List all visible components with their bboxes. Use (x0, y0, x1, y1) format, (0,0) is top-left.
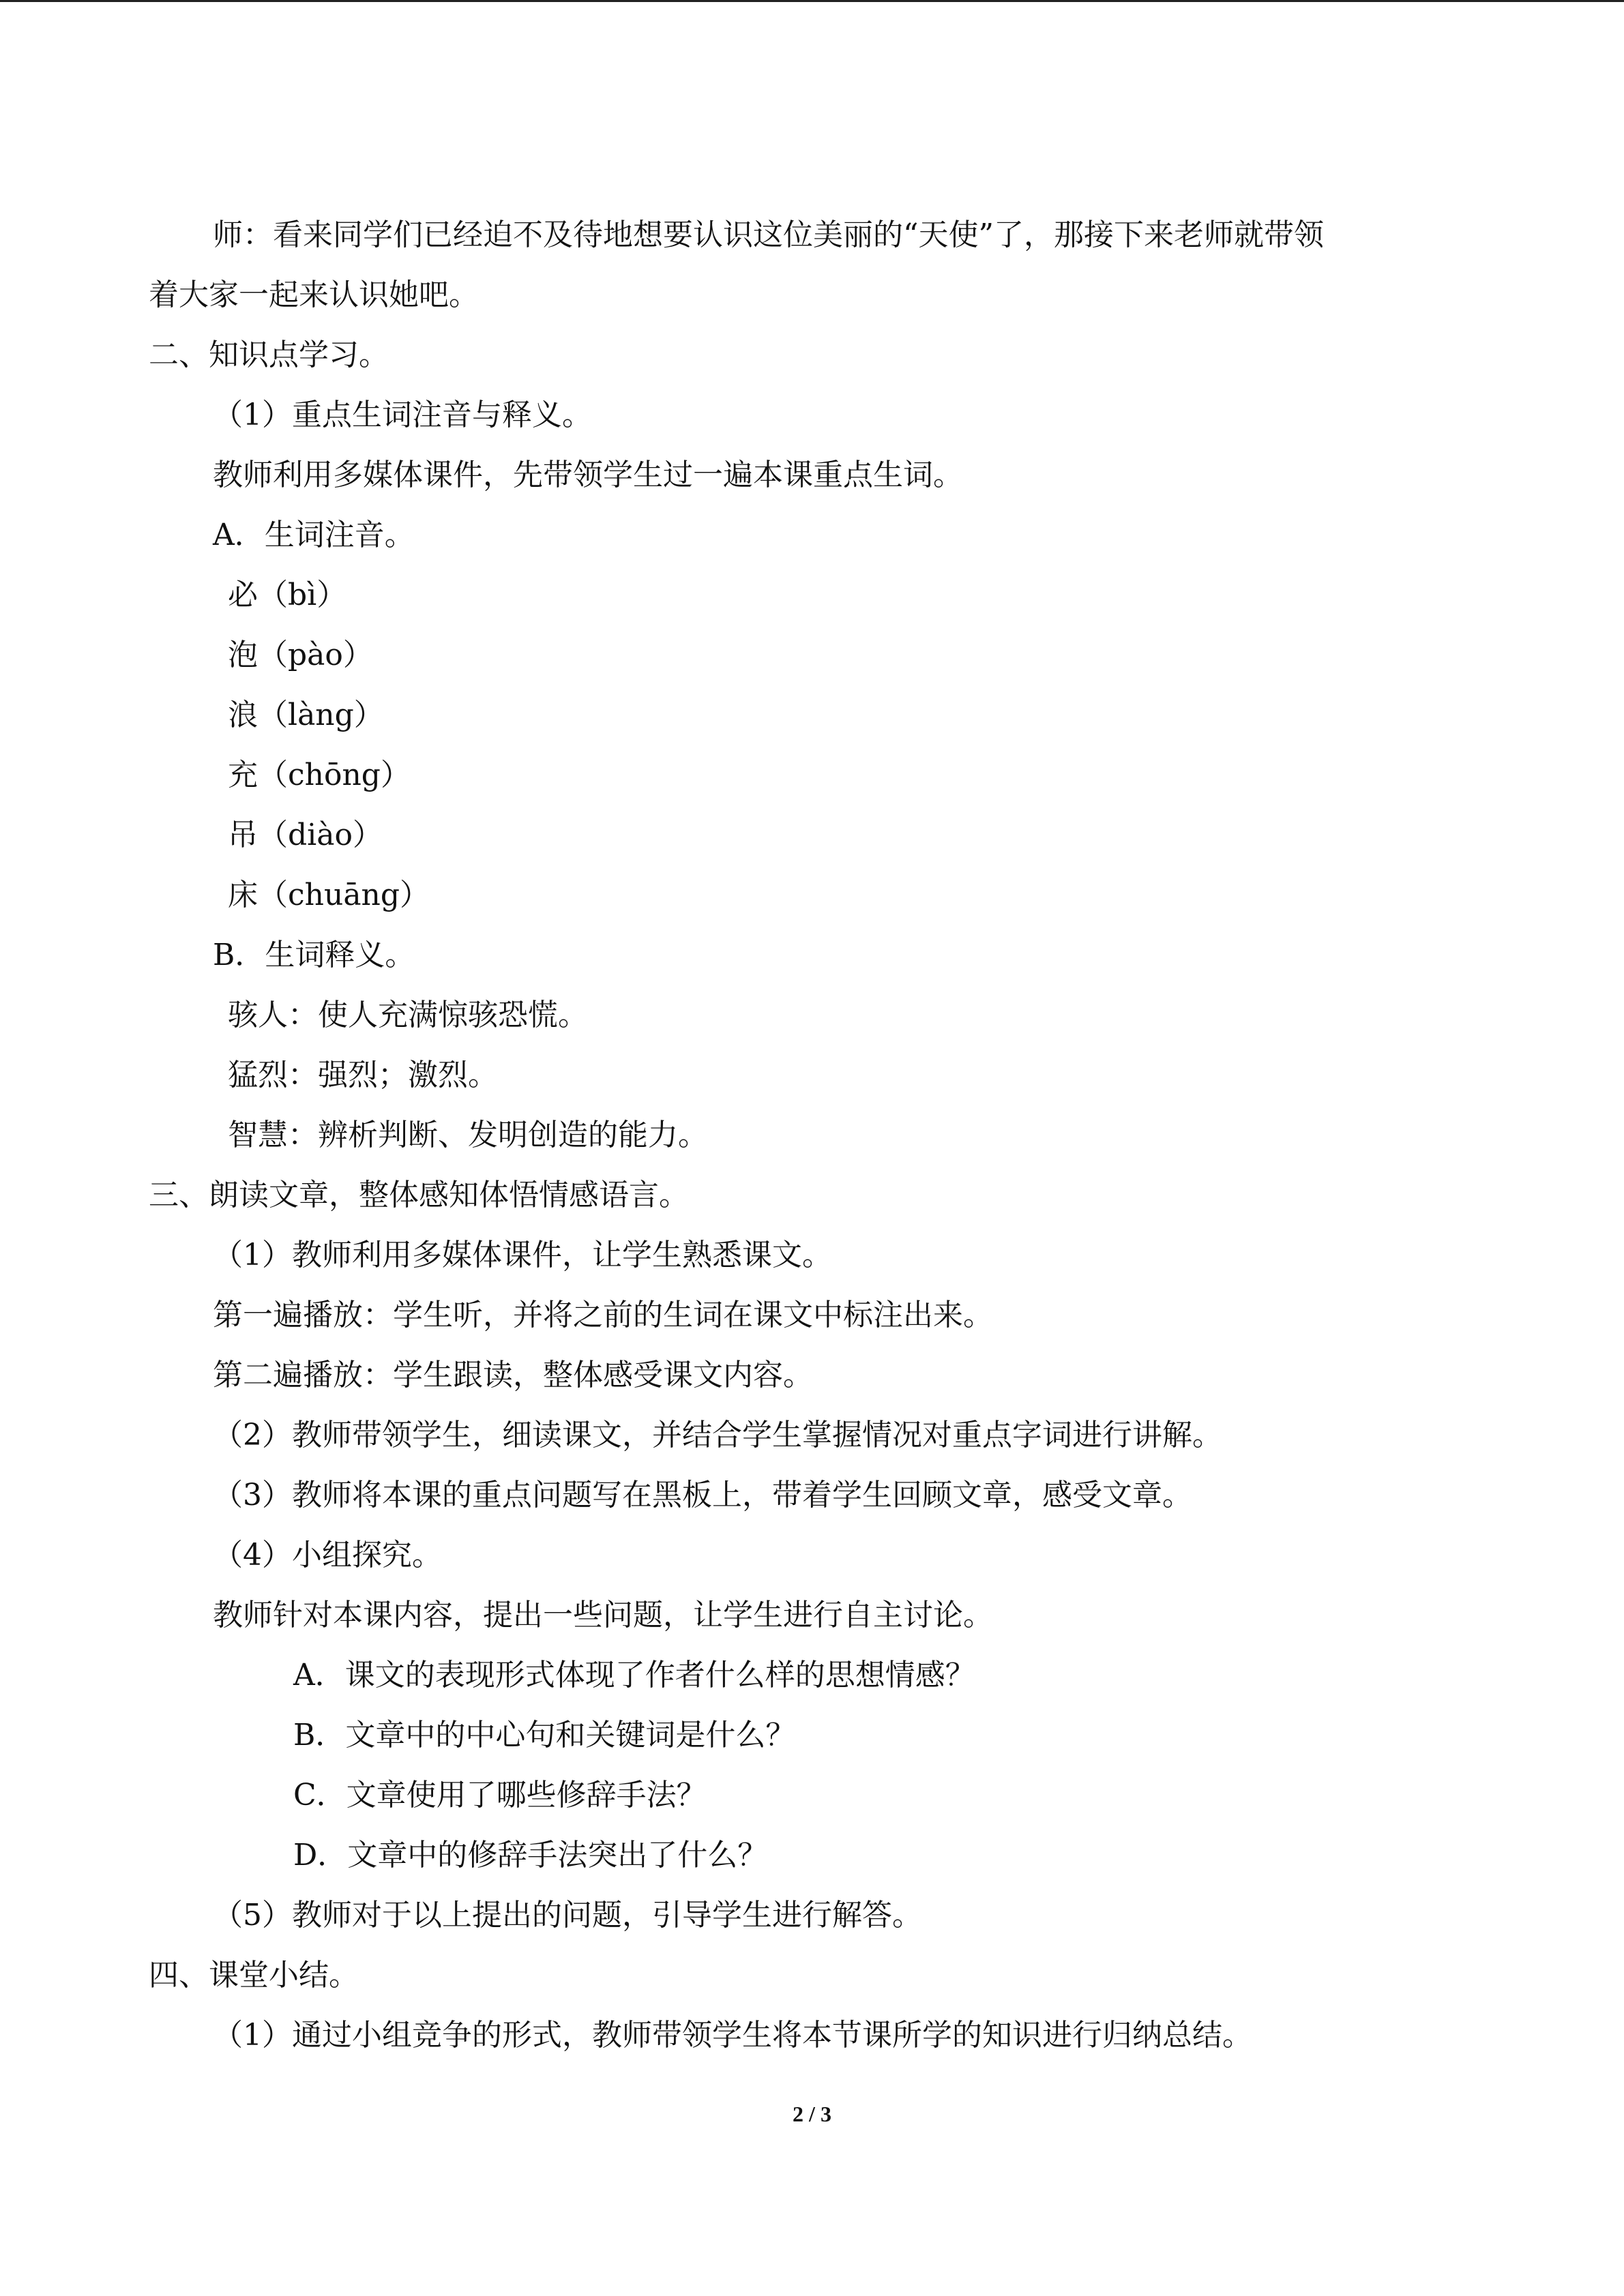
vocab-item: 床（chuāng） (228, 878, 430, 912)
paragraph-line: 第二遍播放：学生跟读，整体感受课文内容。 (213, 1358, 813, 1392)
vocab-item: 必（bì） (228, 578, 347, 612)
question-item: C．文章使用了哪些修辞手法？ (293, 1778, 707, 1813)
paragraph-line: 教师针对本课内容，提出一些问题，让学生进行自主讨论。 (213, 1598, 993, 1632)
section-heading: 二、知识点学习。 (149, 338, 389, 372)
section-heading: 三、朗读文章，整体感知体悟情感语言。 (149, 1178, 689, 1212)
vocab-item: 充（chōng） (228, 758, 411, 792)
paragraph-line: 着大家一起来认识她吧。 (149, 278, 479, 312)
paragraph-line: 第一遍播放：学生听，并将之前的生词在课文中标注出来。 (213, 1298, 993, 1332)
list-heading: A．生词注音。 (213, 518, 415, 552)
list-heading: B．生词释义。 (213, 938, 415, 972)
paragraph-line: 教师利用多媒体课件，先带领学生过一遍本课重点生词。 (213, 458, 963, 492)
section-heading: 四、课堂小结。 (149, 1958, 359, 1993)
paragraph-line: （1）通过小组竞争的形式，教师带领学生将本节课所学的知识进行归纳总结。 (213, 2018, 1252, 2053)
vocab-item: 泡（pào） (228, 638, 373, 672)
paragraph-line: （3）教师将本课的重点问题写在黑板上，带着学生回顾文章，感受文章。 (213, 1478, 1192, 1512)
page-number: 2 / 3 (793, 2102, 831, 2126)
paragraph-line: （5）教师对于以上提出的问题，引导学生进行解答。 (213, 1898, 922, 1933)
subsection-heading: （1）重点生词注音与释义。 (213, 398, 592, 432)
paragraph-line: （1）教师利用多媒体课件，让学生熟悉课文。 (213, 1238, 832, 1272)
paragraph-line: （2）教师带领学生，细读课文，并结合学生掌握情况对重点字词进行讲解。 (213, 1418, 1222, 1452)
question-item: B．文章中的中心句和关键词是什么？ (293, 1718, 796, 1753)
vocab-item: 吊（diào） (228, 818, 383, 852)
subsection-heading: （4）小组探究。 (213, 1538, 442, 1572)
definition-item: 智慧：辨析判断、发明创造的能力。 (228, 1118, 708, 1152)
definition-item: 骇人：使人充满惊骇恐慌。 (228, 998, 588, 1032)
question-item: A．课文的表现形式体现了作者什么样的思想情感？ (293, 1658, 975, 1693)
question-item: D．文章中的修辞手法突出了什么？ (293, 1838, 768, 1873)
paragraph-line: 师：看来同学们已经迫不及待地想要认识这位美丽的“天使”了，那接下来老师就带领 (213, 218, 1324, 252)
definition-item: 猛烈：强烈；激烈。 (228, 1058, 498, 1092)
vocab-item: 浪（làng） (228, 698, 384, 732)
